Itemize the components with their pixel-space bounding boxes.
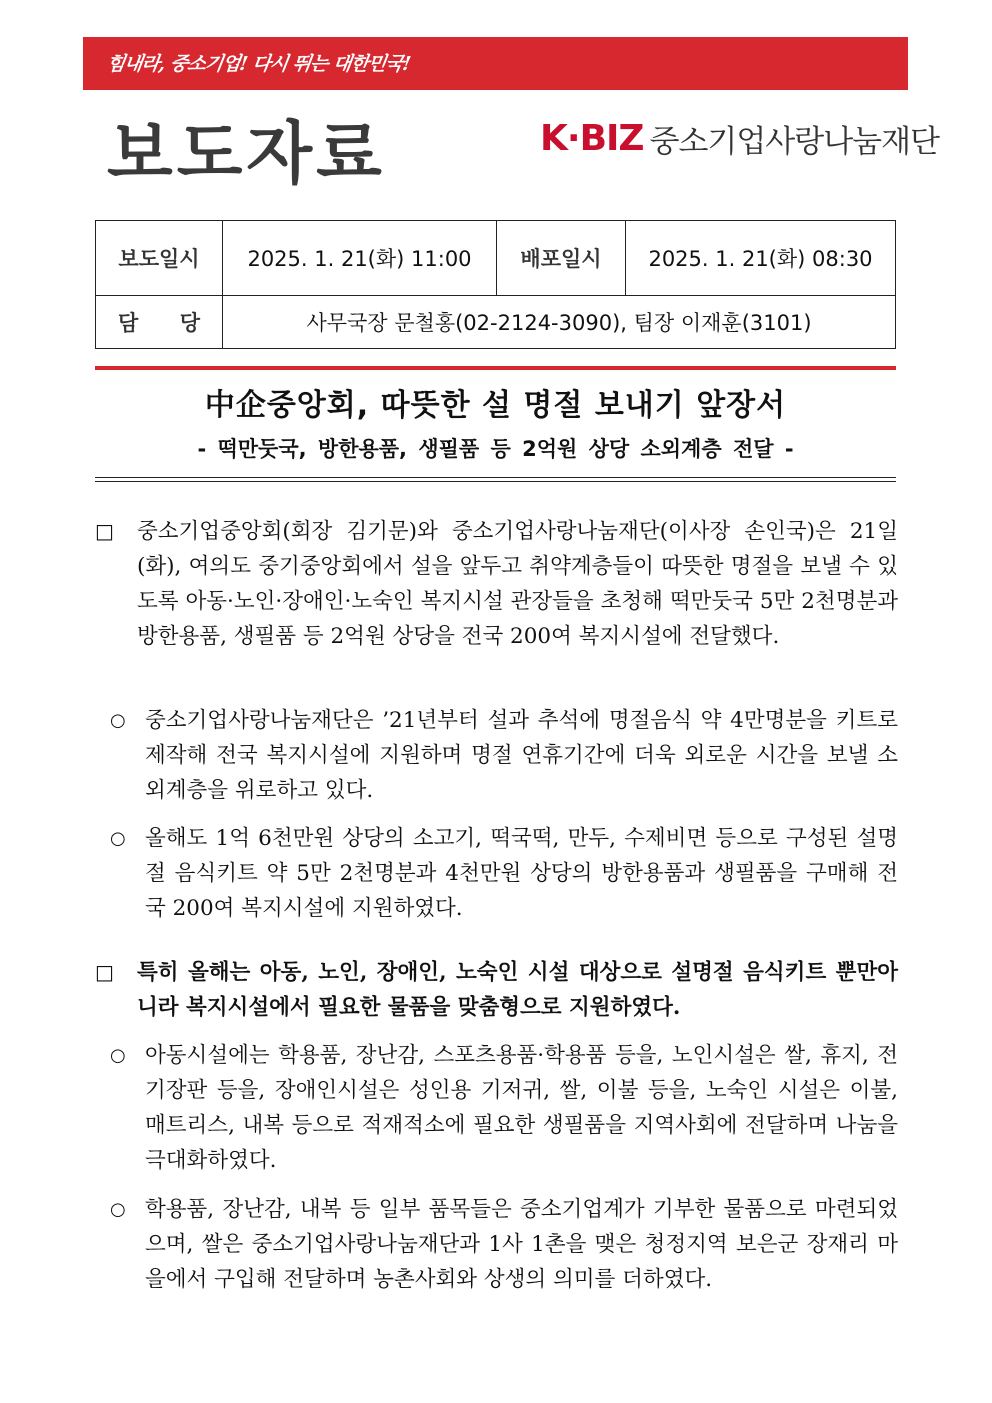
- circle-bullet-icon: ○: [110, 1199, 126, 1220]
- paragraph-4: [95, 955, 898, 1025]
- paragraph-text: 학용품, 장난감, 내복 등 일부 품목들은 중소기업계가 기부한 물품으로 마련되었으며, 쌀은 중소기업사랑나눔재단과 1사 1촌을 맺은 청정지역 보은군 장재리 마을에서 구입해 전달하며 농촌사회와 상생의 의미를 더하였다.: [145, 1197, 898, 1292]
- square-bullet-icon: □: [95, 960, 114, 984]
- slogan-text: 힘내라, 중소기업! 다시 뛰는 대한민국!: [105, 53, 412, 75]
- paragraph-text: 올해도 1억 6천만원 상당의 소고기, 떡국떡, 만두, 수제비면 등으로 구성된 설명절 음식키트 약 5만 2천명분과 4천만원 상당의 방한용품과 생필품을 구매해 전국 200여 복지시설에 지원하였다.: [145, 826, 898, 921]
- contact-label-part-2: 당: [179, 311, 200, 335]
- paragraph-text: 특히 올해는 아동, 노인, 장애인, 노숙인 시설 대상으로 설명절 음식키트 뿐만아니라 복지시설에서 필요한 물품을 맞춤형으로 지원하였다.: [137, 960, 898, 1020]
- paragraph-1: [95, 514, 898, 654]
- release-date-label: 보도일시: [96, 221, 223, 296]
- kbiz-logo: [540, 113, 939, 163]
- paragraph-5: [95, 1038, 898, 1178]
- divider-double-top: [95, 477, 896, 478]
- release-date-value: 2025. 1. 21(화) 11:00: [223, 221, 497, 296]
- logo-mark: K·BIZ: [540, 117, 644, 159]
- press-release-title: 보도자료: [107, 115, 386, 194]
- subheadline: - 떡만둣국, 방한용품, 생필품 등 2억원 상당 소외계층 전달 -: [197, 437, 794, 461]
- distribution-date-value: 2025. 1. 21(화) 08:30: [626, 221, 896, 296]
- circle-bullet-icon: ○: [110, 710, 126, 731]
- contact-label: [96, 296, 223, 349]
- divider-double-bottom: [95, 481, 896, 482]
- circle-bullet-icon: ○: [110, 1045, 126, 1066]
- paragraph-3: [95, 821, 898, 926]
- paragraph-6: [95, 1192, 898, 1297]
- divider-red: [95, 366, 896, 370]
- paragraph-text: 중소기업중앙회(회장 김기문)와 중소기업사랑나눔재단(이사장 손인국)은 21일(화), 여의도 중기중앙회에서 설을 앞두고 취약계층들이 따뜻한 명절을 보낼 수 있도록 아동·노인·장애인·노숙인 복지시설 관장들을 초청해 떡만둣국 5만 2천명분과 방한용품, 생필품 등 2억원 상당을 전국 200여 복지시설에 전달했다.: [137, 519, 898, 649]
- logo-text: 중소기업사랑나눔재단: [649, 123, 939, 160]
- contact-value: 사무국장 문철홍(02-2124-3090), 팀장 이재훈(3101): [223, 296, 896, 349]
- contact-label-part-1: 담: [118, 311, 139, 335]
- headline: 中企중앙회, 따뜻한 설 명절 보내기 앞장서: [204, 388, 787, 423]
- slogan-banner: [83, 37, 908, 90]
- paragraph-text: 아동시설에는 학용품, 장난감, 스포츠용품·학용품 등을, 노인시설은 쌀, 휴지, 전기장판 등을, 장애인시설은 성인용 기저귀, 쌀, 이불 등을, 노숙인 시설은 이불, 매트리스, 내복 등으로 적재적소에 필요한 생필품을 지역사회에 전달하며 나눔을 극대화하였다.: [145, 1043, 898, 1173]
- release-info-table: [95, 220, 896, 349]
- paragraph-2: [95, 703, 898, 808]
- square-bullet-icon: □: [95, 519, 114, 543]
- paragraph-text: 중소기업사랑나눔재단은 ’21년부터 설과 추석에 명절음식 약 4만명분을 키트로 제작해 전국 복지시설에 지원하며 명절 연휴기간에 더욱 외로운 시간을 보낼 소외계층을 위로하고 있다.: [145, 708, 898, 803]
- circle-bullet-icon: ○: [110, 828, 126, 849]
- distribution-date-label: 배포일시: [497, 221, 626, 296]
